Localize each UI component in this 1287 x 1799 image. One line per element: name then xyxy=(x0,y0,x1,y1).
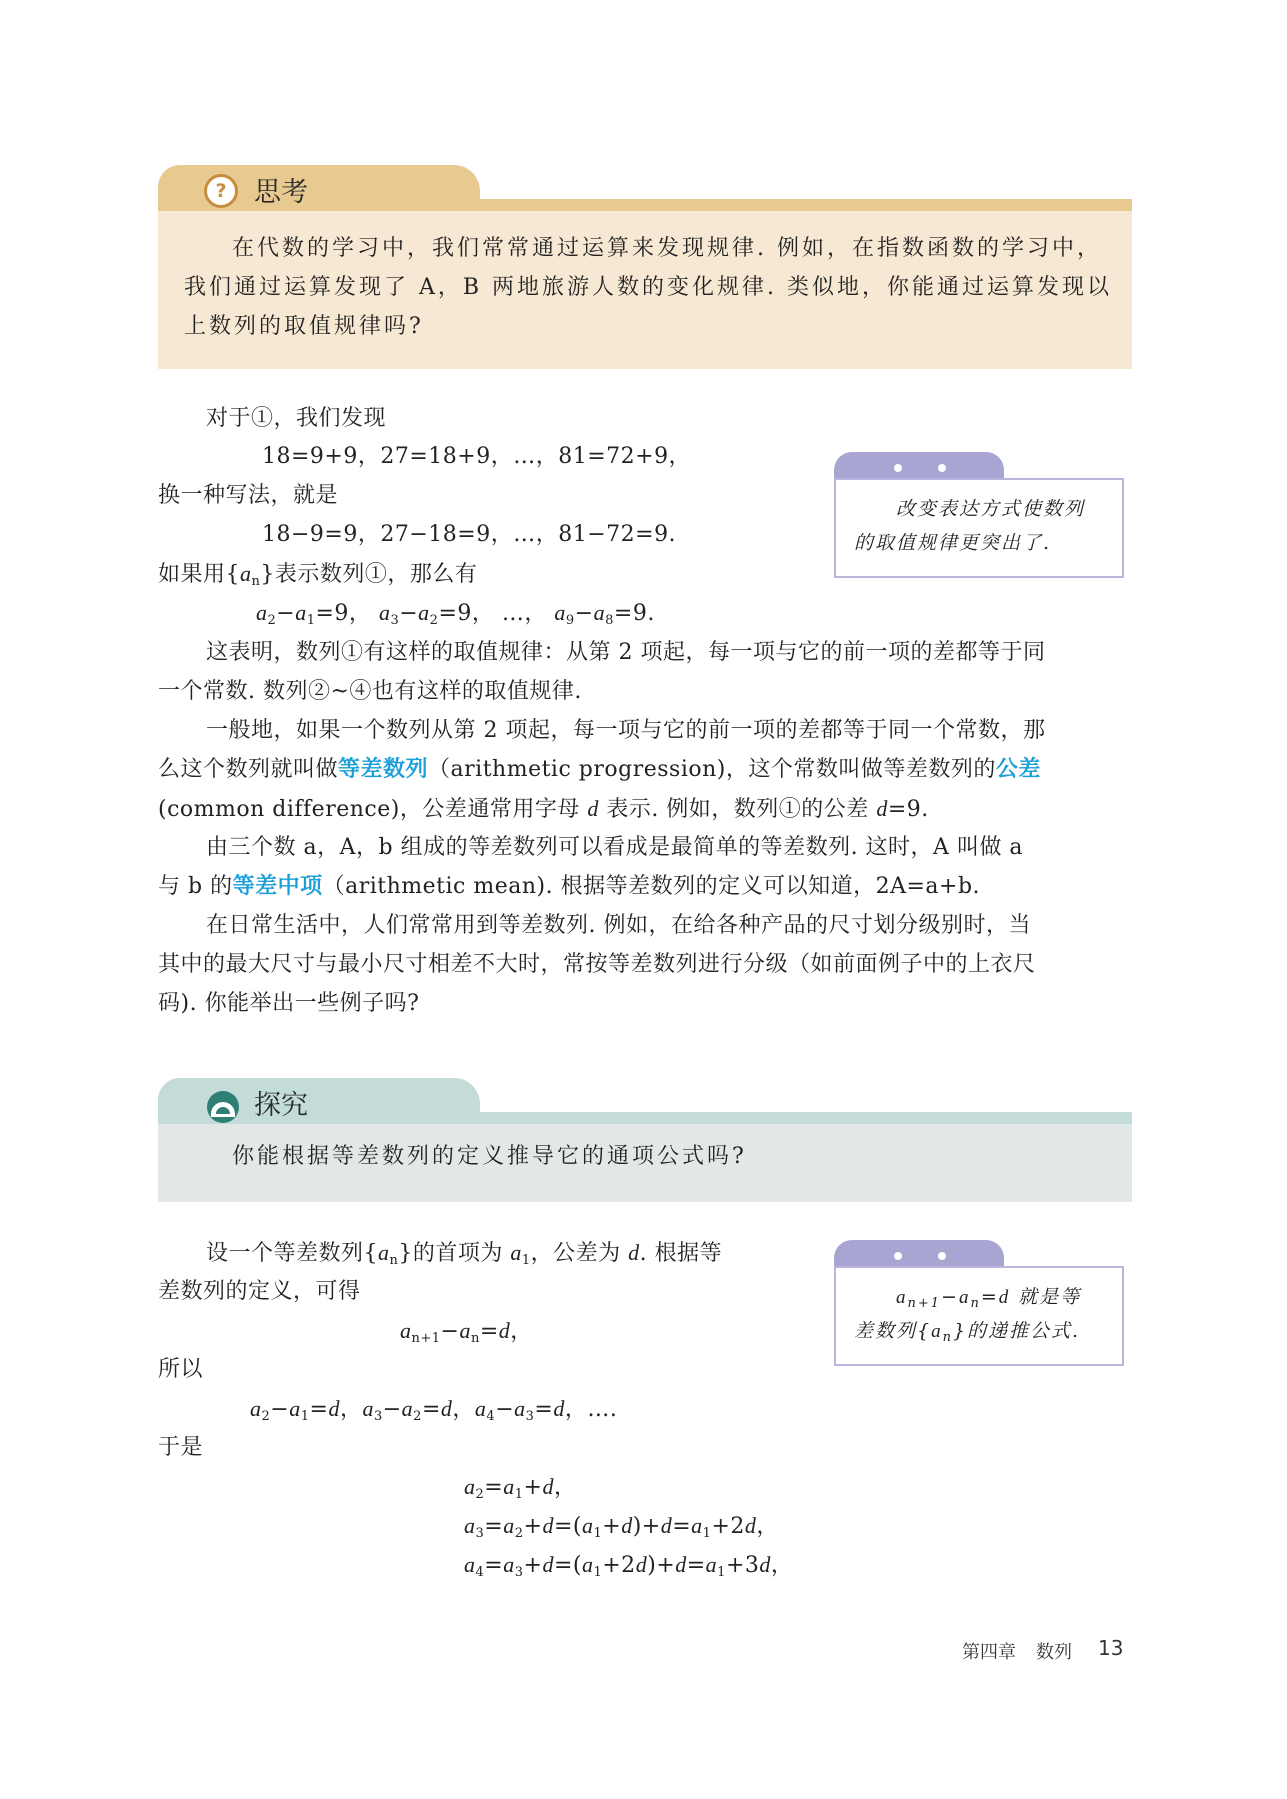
dot-icon xyxy=(894,1252,902,1260)
equation: $a_2-a_1=d$，$a_3-a_2=d$，$a_4-a_3=d$，…. xyxy=(250,1396,618,1424)
paragraph: 于是 xyxy=(158,1435,204,1460)
paragraph: 与 b 的等差中项（arithmetic mean). 根据等差数列的定义可以知道，2A=a+b. xyxy=(158,874,981,899)
paragraph: 么这个数列就叫做等差数列（arithmetic progression)，这个常数叫做等差数列的公差 xyxy=(158,757,1041,782)
paragraph: (common difference)，公差通常用字母 d 表示. 例如，数列①的公差 d=9. xyxy=(158,796,929,822)
think-line-1: 在代数的学习中，我们常常通过运算来发现规律. 例如，在指数函数的学习中， xyxy=(232,236,1102,261)
paragraph: 在日常生活中，人们常常用到等差数列. 例如，在给各种产品的尺寸划分级别时，当 xyxy=(206,913,1031,938)
paragraph: 一个常数. 数列②~④也有这样的取值规律. xyxy=(158,679,582,704)
paragraph: 其中的最大尺寸与最小尺寸相差不大时，常按等差数列进行分级（如前面例子中的上衣尺 xyxy=(158,952,1036,977)
term-common-difference: 公差 xyxy=(995,757,1041,782)
side-note-line-2: 差数列$\{a_n\}$的递推公式. xyxy=(854,1320,1081,1345)
think-box-title: 思考 xyxy=(254,177,308,208)
equation: $a_{n+1}-a_n=d$， xyxy=(400,1318,533,1346)
paragraph: 这表明，数列①有这样的取值规律：从第 2 项起，每一项与它的前一项的差都等于同 xyxy=(206,640,1046,665)
question-circle-icon: ? xyxy=(204,174,238,208)
section-label: 数列 xyxy=(1036,1642,1072,1663)
paragraph: 如果用$\{a_n\}$表示数列①，那么有 xyxy=(158,561,478,589)
chapter-label: 第四章 xyxy=(962,1642,1016,1663)
explore-box-title: 探究 xyxy=(254,1090,308,1121)
side-note xyxy=(834,478,1124,578)
page-number: 13 xyxy=(1098,1636,1124,1660)
explore-dome-icon xyxy=(206,1090,240,1124)
explore-question: 你能根据等差数列的定义推导它的通项公式吗? xyxy=(232,1144,747,1169)
side-note-line-1: $a_{n+1}-a_n=d$ 就是等 xyxy=(896,1286,1082,1311)
think-line-2: 我们通过运算发现了 A，B 两地旅游人数的变化规律. 类似地，你能通过运算发现以 xyxy=(184,275,1113,300)
paragraph: 由三个数 a，A，b 组成的等差数列可以看成是最简单的等差数列. 这时，A 叫做 a xyxy=(206,835,1024,860)
equation: $a_2=a_1+d$， xyxy=(464,1474,577,1502)
side-note-line-1: 改变表达方式使数列 xyxy=(896,498,1086,520)
term-arithmetic-progression: 等差数列 xyxy=(338,757,429,782)
paragraph: 差数列的定义，可得 xyxy=(158,1279,361,1304)
paragraph: 设一个等差数列$\{a_n\}$的首项为 $a_1$，公差为 d. 根据等 xyxy=(206,1240,723,1268)
equation: 18−9=9，27−18=9，…，81−72=9. xyxy=(262,522,677,547)
equation: $a_4=a_3+d=(a_1+2d)+d=a_1+3d$， xyxy=(464,1552,794,1580)
dot-icon xyxy=(938,464,946,472)
paragraph: 对于①，我们发现 xyxy=(206,406,387,431)
side-note-tab xyxy=(834,1240,1004,1268)
dot-icon xyxy=(894,464,902,472)
equation: 18=9+9，27=18+9，…，81=72+9， xyxy=(262,444,692,469)
paragraph: 码). 你能举出一些例子吗? xyxy=(158,991,420,1016)
side-note-line-2: 的取值规律更突出了. xyxy=(854,532,1052,554)
equation: $a_3=a_2+d=(a_1+d)+d=a_1+2d$， xyxy=(464,1513,779,1541)
paragraph: 一般地，如果一个数列从第 2 项起，每一项与它的前一项的差都等于同一个常数，那 xyxy=(206,718,1046,743)
paragraph: 所以 xyxy=(158,1357,204,1382)
paragraph: 换一种写法，就是 xyxy=(158,483,339,508)
side-note-tab xyxy=(834,452,1004,480)
side-note xyxy=(834,1266,1124,1366)
think-line-3: 上数列的取值规律吗? xyxy=(184,314,424,339)
dot-icon xyxy=(938,1252,946,1260)
term-arithmetic-mean: 等差中项 xyxy=(232,874,323,899)
equation: $a_2-a_1=9$， $a_3-a_2=9$， …， $a_9-a_8=9$. xyxy=(256,600,655,628)
